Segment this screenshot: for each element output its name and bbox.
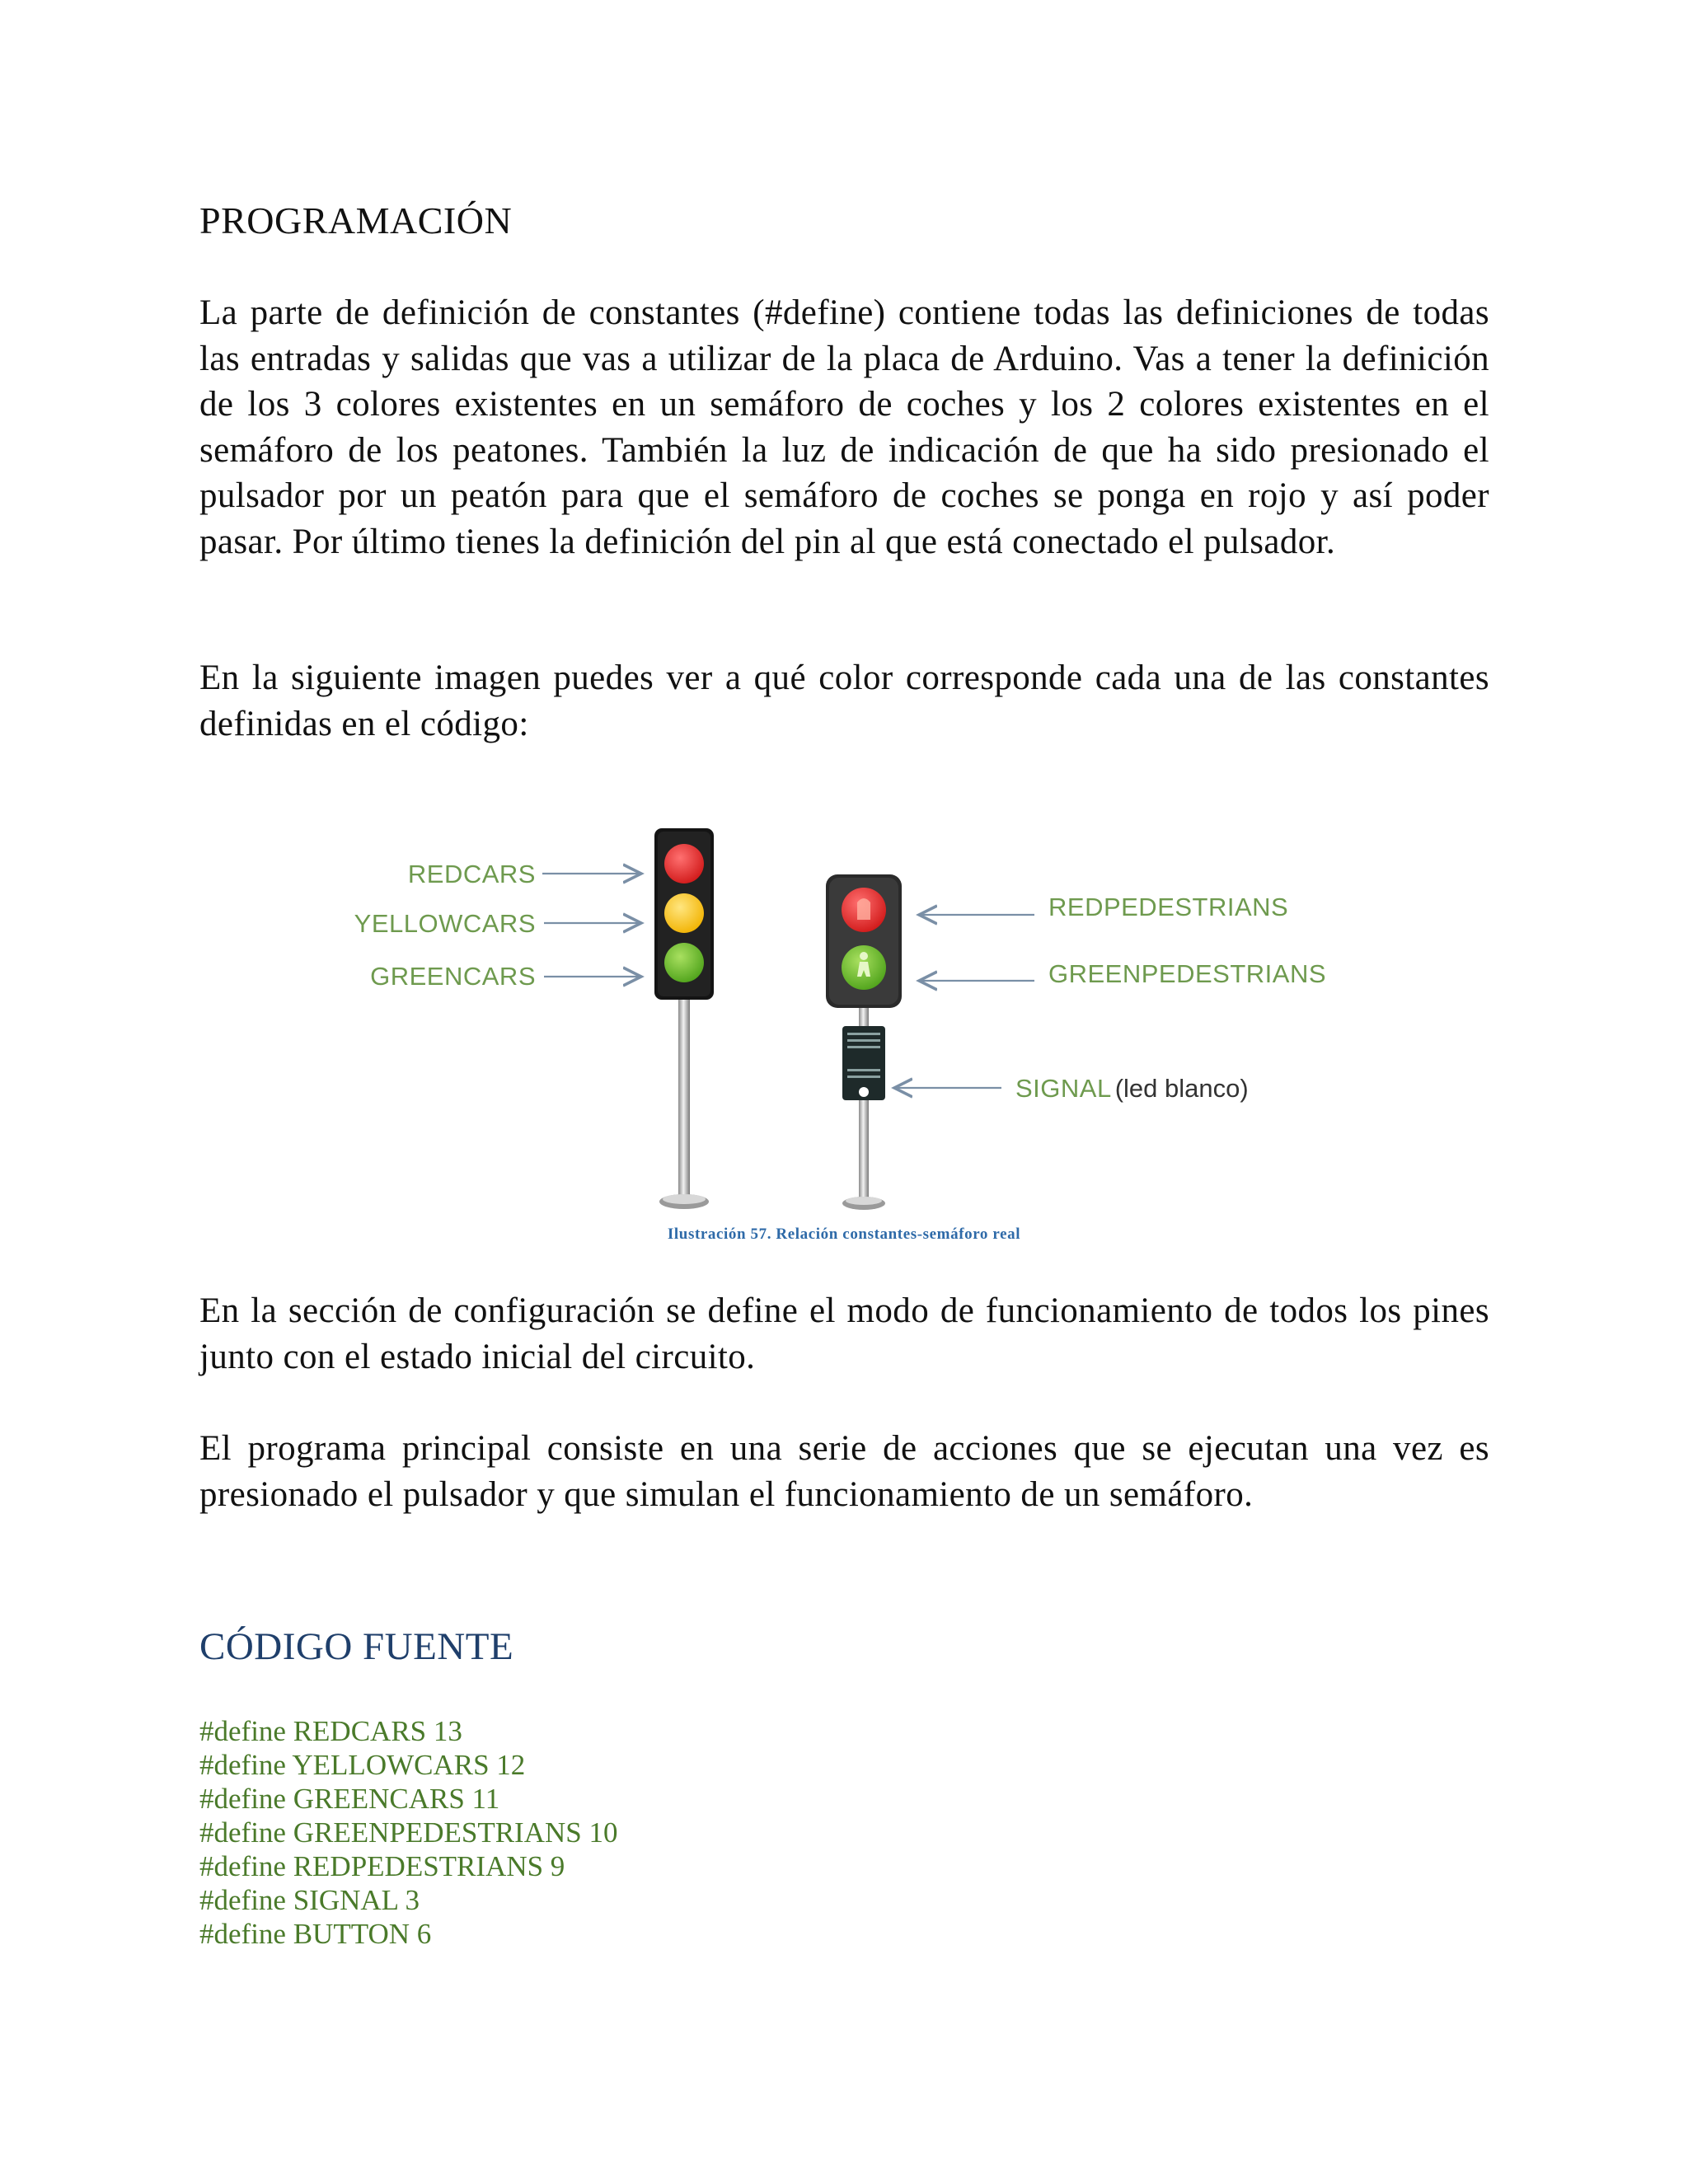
paragraph-image-intro: En la siguiente imagen puedes ver a qué color corresponde cada una de las constantes definidas en el código: [199,658,1489,743]
paragraph-setup: En la sección de configuración se define el modo de funcionamiento de todos los pines junto con el estado inicial del circuito. [199,1291,1489,1376]
car-green-light-icon [664,943,704,982]
label-signal-name: SIGNAL [1015,1074,1112,1103]
pedestrian-traffic-light [826,874,902,1210]
page-heading: PROGRAMACIÓN [199,199,513,241]
traffic-light-figure [346,812,1335,1240]
code-line: #define REDPEDESTRIANS 9 [199,1850,565,1882]
paragraph-constants: La parte de definición de constantes (#define) contiene todas las definiciones de todas las entradas y salidas que vas a utilizar de la placa de Arduino. Vas a tener la definición de los 3 colores existentes en un semáforo de coches y los 2 colores existentes en el semáforo de los peatones. También la luz de indicación de que ha sido presionado el pulsador por un peatón para que el semáforo de coches se ponga en rojo y así poder pasar. Por último tienes la definición del pin al que está conectado el pulsador. [199,293,1489,561]
label-signal [1015,1074,1249,1103]
car-red-light-icon [664,844,704,883]
code-line: #define YELLOWCARS 12 [199,1749,526,1781]
code-line: #define REDCARS 13 [199,1715,462,1747]
code-line: #define BUTTON 6 [199,1918,432,1950]
label-redpedestrians: REDPEDESTRIANS [1048,893,1289,921]
code-section-title: CÓDIGO FUENTE [199,1625,514,1668]
car-traffic-light [654,828,714,1209]
code-line: #define GREENCARS 11 [199,1783,500,1815]
car-yellow-light-icon [664,893,704,933]
label-redcars: REDCARS [407,860,536,888]
label-greenpedestrians: GREENPEDESTRIANS [1048,959,1327,988]
paragraph-main-loop: El programa principal consiste en una serie de acciones que se ejecutan una vez es presionado el pulsador y que simulan el funcionamiento de un semáforo. [199,1429,1489,1514]
label-greencars: GREENCARS [370,962,536,991]
code-line: #define SIGNAL 3 [199,1884,420,1916]
signal-led-icon [859,1087,869,1097]
figure-caption: Ilustración 57. Relación constantes-semáforo real [667,1226,1021,1243]
code-block [199,1714,617,1951]
label-yellowcars: YELLOWCARS [354,909,536,938]
label-signal-note: (led blanco) [1114,1074,1249,1103]
code-line: #define GREENPEDESTRIANS 10 [199,1816,618,1849]
